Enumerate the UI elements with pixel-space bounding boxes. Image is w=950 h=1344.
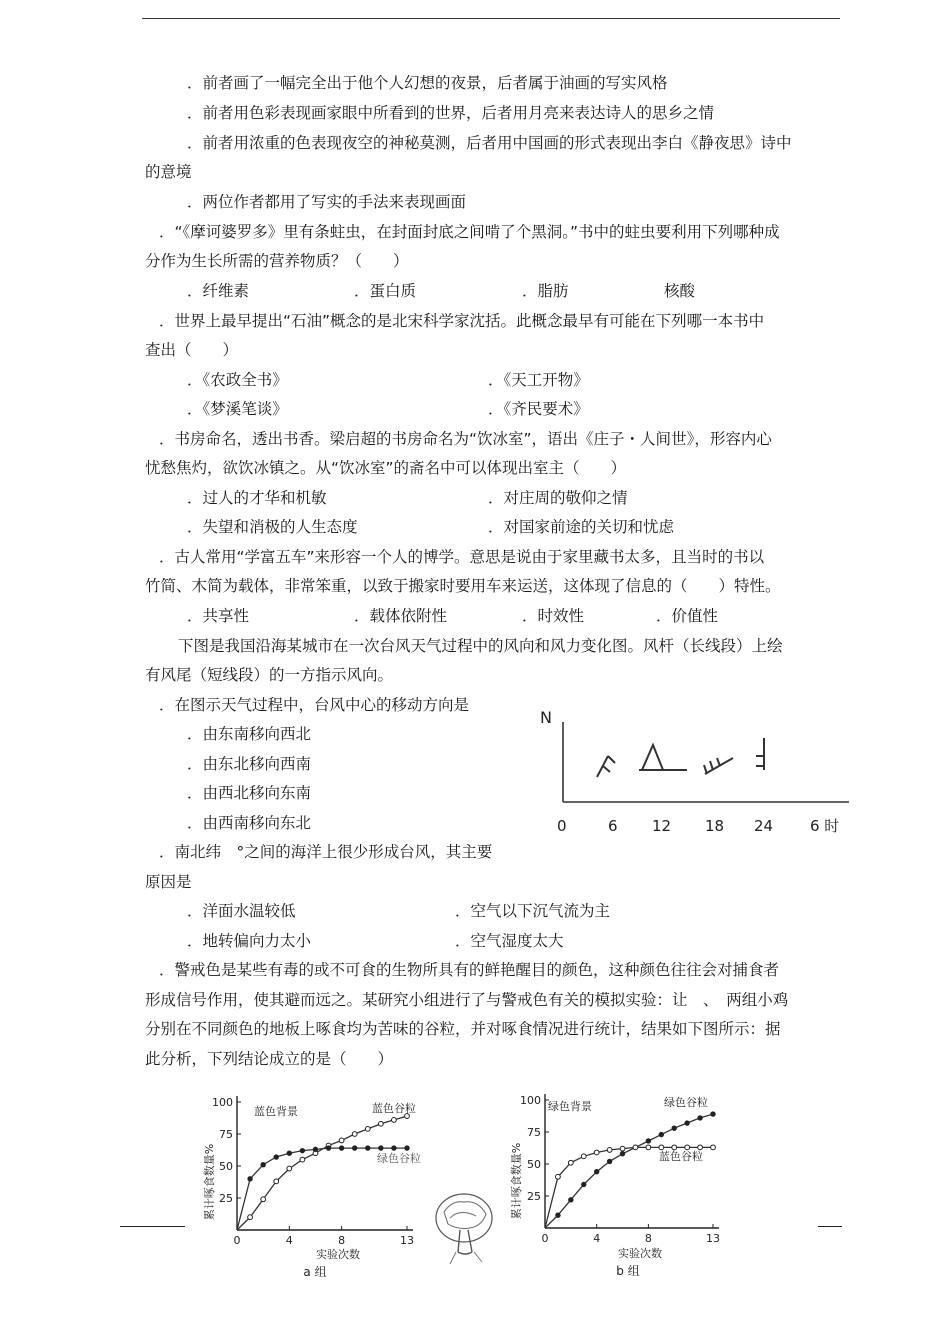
option: ．由东北移向西南 xyxy=(187,755,312,773)
option: ．洋面水温较低 xyxy=(187,902,296,920)
option: ．失望和消极的人生态度 xyxy=(187,518,358,536)
data-point xyxy=(274,1155,278,1159)
data-point xyxy=(685,1121,689,1125)
north-label: N xyxy=(540,708,552,727)
data-point xyxy=(352,1132,357,1137)
series-label: 蓝色谷粒 xyxy=(659,1150,703,1163)
question-study-cont: 忧愁焦灼，欲饮冰镇之。从“饮冰室”的斋名中可以体现出室主（ ） xyxy=(145,459,627,477)
question-study: ．书房命名，透出书香。梁启超的书房命名为“饮冰室”，语出《庄子・人间世》，形容内心 xyxy=(159,430,772,448)
data-point xyxy=(392,1146,396,1150)
option: ．由西南移向东北 xyxy=(187,814,312,832)
x-tick-label: 4 xyxy=(593,1232,601,1245)
wind-barb xyxy=(756,738,764,770)
question-bookworm: ．“《摩诃婆罗多》里有条蛀虫，在封面封底之间啃了个黑洞。”书中的蛀虫要利用下列哪种成 xyxy=(159,223,780,241)
option: ．载体依附性 xyxy=(354,607,448,625)
question-oil: ．世界上最早提出“石油”概念的是北宋科学家沈括。此概念最早有可能在下列哪一本书中 xyxy=(159,312,765,330)
x-tick-label: 6 xyxy=(608,817,618,835)
data-point xyxy=(326,1146,330,1150)
typhoon-intro-cont: 有风尾（短线段）的一方指示风向。 xyxy=(145,666,394,684)
option-a: ．前者画了一幅完全出于他个人幻想的夜景，后者属于油画的写实风格 xyxy=(187,74,668,92)
option: ．蛋白质 xyxy=(354,282,417,300)
data-point xyxy=(378,1121,383,1126)
question-five-carts: ．古人常用“学富五车”来形容一个人的博学。意思是说由于家里藏书太多，且当时的书以 xyxy=(159,548,765,566)
x-tick-label: 8 xyxy=(644,1232,652,1245)
data-point xyxy=(287,1166,292,1171)
tree-emblem xyxy=(430,1190,500,1270)
data-point xyxy=(365,1126,370,1131)
data-point xyxy=(556,1174,561,1179)
y-tick-label: 100 xyxy=(212,1096,233,1109)
option-b: ．前者用色彩表现画家眼中所看到的世界，后者用月亮来表达诗人的思乡之情 xyxy=(187,104,715,122)
data-point xyxy=(711,1145,716,1150)
data-point xyxy=(569,1198,573,1202)
data-point xyxy=(594,1169,598,1173)
question-warning-cont: 形成信号作用，使其避而远之。某研究小组进行了与警戒色有关的模拟实验：让 、 两组小鸡 xyxy=(145,991,789,1009)
option: ．《农政全书》 xyxy=(187,371,288,389)
option: ．脂肪 xyxy=(522,282,569,300)
data-point xyxy=(300,1157,305,1162)
option-d: ．两位作者都用了写实的手法来表现画面 xyxy=(187,193,467,211)
x-tick-label: 13 xyxy=(400,1234,414,1247)
wind-barb xyxy=(639,745,687,770)
chart-group-label: a 组 xyxy=(303,1265,327,1279)
data-point xyxy=(607,1148,612,1153)
option: ．对国家前途的关切和忧虑 xyxy=(488,518,675,536)
chart-group-a xyxy=(195,1090,445,1280)
wind-barb xyxy=(597,756,615,777)
y-tick-label: 25 xyxy=(219,1192,233,1205)
x-tick-label: 8 xyxy=(338,1234,346,1247)
y-tick-label: 75 xyxy=(219,1128,233,1141)
y-tick-label: 25 xyxy=(527,1190,541,1203)
data-point xyxy=(300,1148,304,1152)
data-point xyxy=(313,1147,317,1151)
option: ．过人的才华和机敏 xyxy=(187,489,327,507)
question-warning-cont: 分别在不同颜色的地板上啄食均为苦味的谷粒，并对啄食情况进行统计，结果如下图所示：据 xyxy=(145,1020,781,1038)
data-point xyxy=(392,1118,397,1123)
chart-xlabel: 实验次数 xyxy=(618,1247,662,1260)
data-point xyxy=(379,1146,383,1150)
x-tick-label: 0 xyxy=(233,1234,241,1247)
x-tick-label: 6 时 xyxy=(810,817,840,835)
data-point xyxy=(287,1151,291,1155)
data-point xyxy=(366,1146,370,1150)
question-latitude-cont: 原因是 xyxy=(145,873,192,891)
data-point xyxy=(698,1116,702,1120)
data-point xyxy=(248,1215,253,1220)
option: ．空气湿度太大 xyxy=(455,932,564,950)
data-point xyxy=(620,1152,624,1156)
data-point xyxy=(261,1197,266,1202)
question-five-carts-cont: 竹简、木简为载体，非常笨重，以致于搬家时要用车来运送，这体现了信息的（ ）特性。 xyxy=(145,577,781,595)
option: 核酸 xyxy=(664,282,696,300)
option: ．对庄周的敬仰之情 xyxy=(488,489,628,507)
typhoon-intro: 下图是我国沿海某城市在一次台风天气过程中的风向和风力变化图。风杆（长线段）上绘 xyxy=(178,637,783,655)
header-rule xyxy=(142,18,840,19)
x-tick-label: 0 xyxy=(557,817,567,835)
option-c-cont: 的意境 xyxy=(145,163,192,181)
data-point xyxy=(261,1163,265,1167)
data-point xyxy=(594,1150,599,1155)
data-point xyxy=(607,1159,611,1163)
series-line xyxy=(545,1114,713,1228)
data-point xyxy=(274,1179,279,1184)
chart-group-b xyxy=(500,1085,750,1280)
data-point xyxy=(646,1145,651,1150)
x-tick-label: 4 xyxy=(285,1234,293,1247)
option: ．共享性 xyxy=(187,607,250,625)
data-point xyxy=(556,1213,560,1217)
x-tick-label: 24 xyxy=(754,817,774,835)
chart-group-label: b 组 xyxy=(616,1264,640,1278)
option: ．《梦溪笔谈》 xyxy=(187,400,288,418)
data-point xyxy=(248,1177,252,1181)
option: ．由西北移向东南 xyxy=(187,784,312,802)
y-tick-label: 100 xyxy=(520,1094,541,1107)
series-label: 绿色谷粒 xyxy=(664,1096,708,1109)
option: ．地转偏向力太小 xyxy=(187,932,312,950)
question-warning: ．警戒色是某些有毒的或不可食的生物所具有的鲜艳醒目的颜色，这种颜色往往会对捕食者 xyxy=(159,961,780,979)
option-c: ．前者用浓重的色表现夜空的神秘莫测，后者用中国画的形式表现出李白《静夜思》诗中 xyxy=(187,134,792,152)
option: ．《齐民要术》 xyxy=(488,400,589,418)
data-point xyxy=(581,1154,586,1159)
data-point xyxy=(633,1145,638,1150)
footer-rule-right xyxy=(818,1226,842,1227)
question-oil-cont: 查出（ ） xyxy=(145,341,239,359)
data-point xyxy=(339,1146,343,1150)
data-point xyxy=(339,1138,344,1143)
x-tick-label: 18 xyxy=(705,817,725,835)
option: ．纤维素 xyxy=(187,282,250,300)
data-point xyxy=(568,1160,573,1165)
data-point xyxy=(405,1146,409,1150)
y-tick-label: 75 xyxy=(527,1126,541,1139)
chart-xlabel: 实验次数 xyxy=(316,1248,360,1261)
data-point xyxy=(672,1126,676,1130)
y-tick-label: 50 xyxy=(219,1160,233,1173)
option: ．空气以下沉气流为主 xyxy=(455,902,611,920)
data-point xyxy=(659,1132,663,1136)
option: ．时效性 xyxy=(522,607,585,625)
option: ．价值性 xyxy=(656,607,719,625)
data-point xyxy=(582,1182,586,1186)
x-tick-label: 0 xyxy=(541,1232,549,1245)
question-latitude: ．南北纬 °之间的海洋上很少形成台风，其主要 xyxy=(159,843,493,861)
chart-ylabel: 累计啄食数量% xyxy=(203,1143,216,1221)
question-bookworm-cont: 分作为生长所需的营养物质？（ ） xyxy=(145,252,409,270)
x-tick-label: 13 xyxy=(706,1232,720,1245)
data-point xyxy=(620,1146,625,1151)
option: ．由东南移向西北 xyxy=(187,725,312,743)
wind-barb xyxy=(704,758,733,774)
series-label: 绿色谷粒 xyxy=(377,1152,421,1165)
y-tick-label: 50 xyxy=(527,1158,541,1171)
data-point xyxy=(352,1146,356,1150)
series-line xyxy=(237,1116,407,1230)
x-tick-label: 12 xyxy=(652,817,672,835)
chart-ylabel: 累计啄食数量% xyxy=(510,1142,523,1220)
question-typhoon-move: ．在图示天气过程中，台风中心的移动方向是 xyxy=(159,696,470,714)
background-label: 蓝色背景 xyxy=(254,1105,298,1118)
option: ．《天工开物》 xyxy=(488,371,589,389)
x-tick-labels xyxy=(557,817,839,835)
wind-diagram xyxy=(535,700,855,845)
footer-rule-left xyxy=(120,1226,185,1227)
background-label: 绿色背景 xyxy=(548,1100,592,1113)
data-point xyxy=(646,1139,650,1143)
data-point xyxy=(711,1112,715,1116)
question-warning-cont: 此分析，下列结论成立的是（ ） xyxy=(145,1050,394,1068)
series-label: 蓝色谷粒 xyxy=(372,1102,416,1115)
